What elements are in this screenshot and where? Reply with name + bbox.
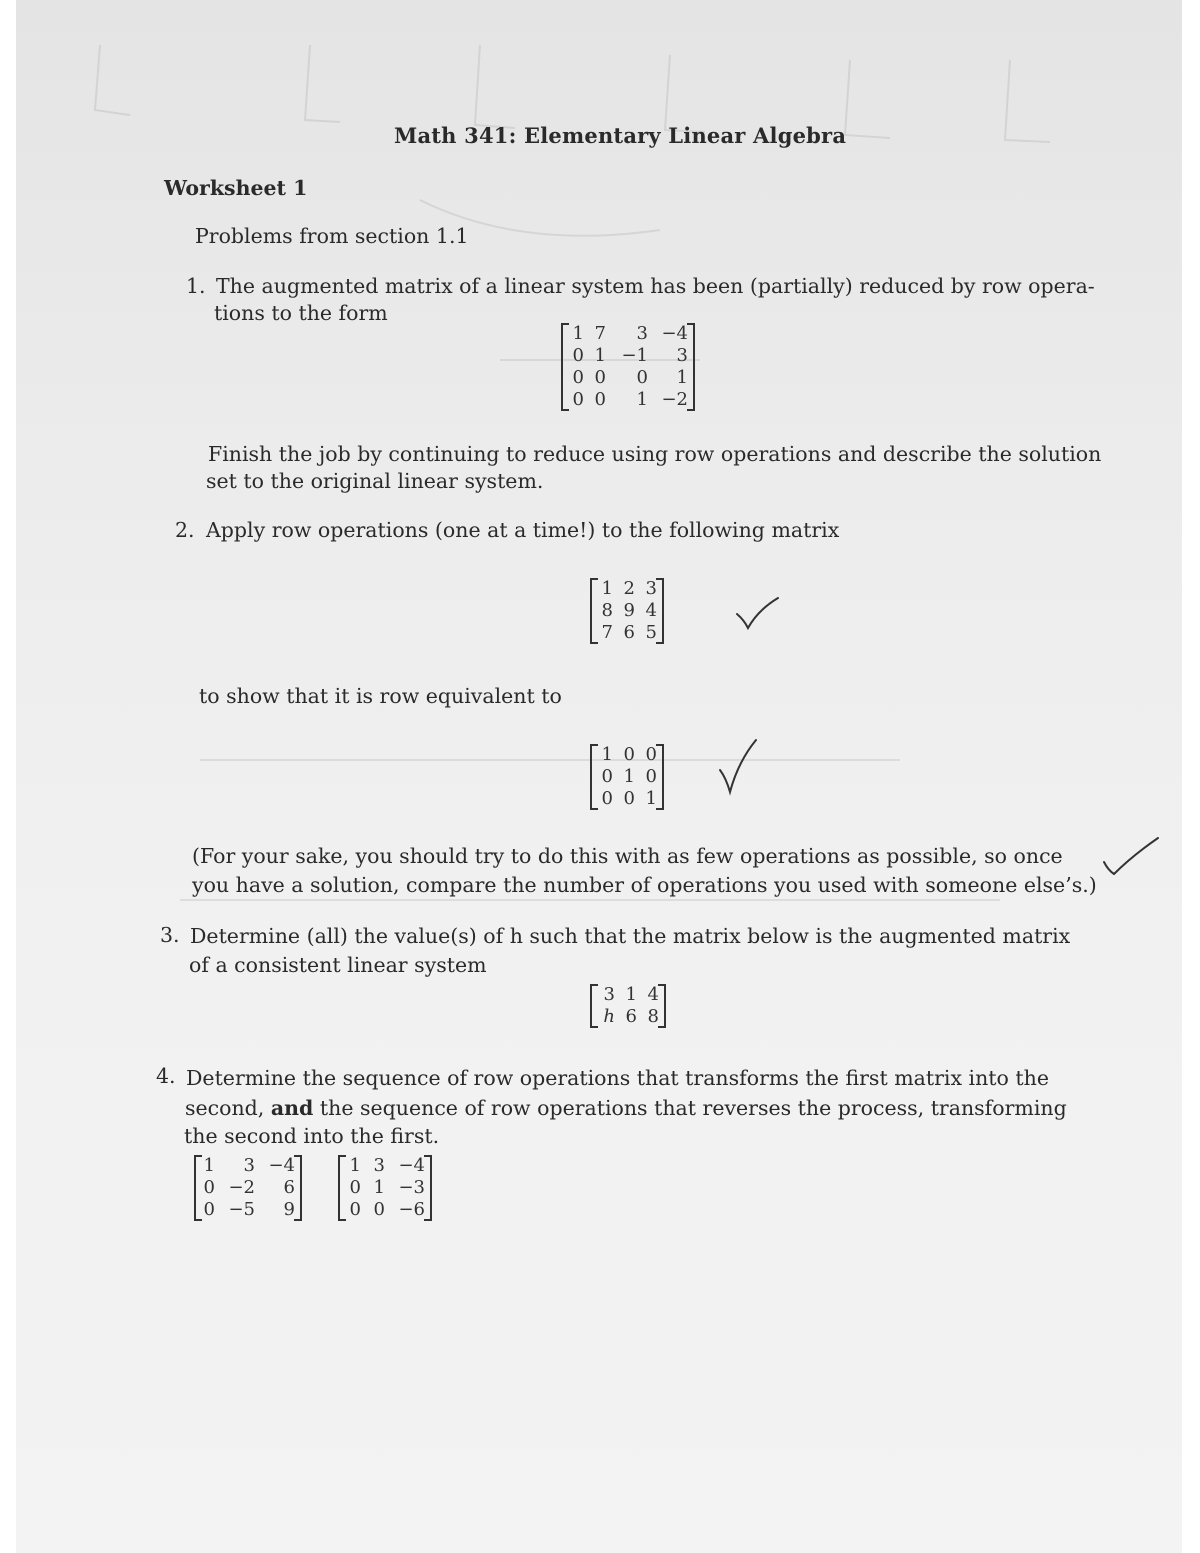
matrix-cell: 0 <box>645 766 657 787</box>
matrix-cell: −5 <box>228 1199 255 1220</box>
matrix-cell: −6 <box>398 1199 425 1220</box>
matrix-cell: 0 <box>572 389 584 410</box>
matrix-cell: 6 <box>283 1177 295 1198</box>
matrix-cell: 0 <box>645 744 657 765</box>
problem-2-note-line2: you have a solution, compare the number of operations you used with someone else’s.) <box>192 873 1097 897</box>
matrix-cell: 0 <box>203 1177 215 1198</box>
problem-2-middle-text: to show that it is row equivalent to <box>199 684 562 708</box>
matrix-cell: 1 <box>349 1155 361 1176</box>
matrix-cell: −3 <box>398 1177 425 1198</box>
matrix-cell: 0 <box>623 788 635 809</box>
matrix-cell: 7 <box>601 622 613 643</box>
matrix-cell: 3 <box>243 1155 255 1176</box>
matrix-cell: 0 <box>572 367 584 388</box>
matrix-cell: 0 <box>572 345 584 366</box>
problem-2-matrix <box>590 578 664 644</box>
matrix-cell: −2 <box>661 389 688 410</box>
problem-3-text-line1: Determine (all) the value(s) of h such that the matrix below is the augmented matrix <box>190 924 1071 948</box>
matrix-cell: 3 <box>636 323 648 344</box>
checkmark-icon <box>716 738 760 796</box>
problem-4-text-line3: the second into the first. <box>184 1124 440 1148</box>
problem-4-first-matrix <box>194 1155 302 1221</box>
matrix-cell: −4 <box>398 1155 425 1176</box>
matrix-cell: 2 <box>623 578 635 599</box>
matrix-cell: 1 <box>572 323 584 344</box>
problem-1-number: 1. <box>186 274 206 298</box>
problem-4-second-matrix <box>338 1155 432 1221</box>
matrix-cell: 0 <box>373 1199 385 1220</box>
problem-2-text-line1: Apply row operations (one at a time!) to the following matrix <box>206 518 840 542</box>
matrix-cell: 1 <box>636 389 648 410</box>
problem-4-text-rest: the sequence of row operations that reverses the process, transforming <box>319 1096 1067 1120</box>
matrix-cell: 0 <box>349 1177 361 1198</box>
matrix-cell: 3 <box>373 1155 385 1176</box>
problem-1-text-line2: tions to the form <box>214 301 388 325</box>
problem-1-matrix <box>561 323 695 411</box>
matrix-cell: −4 <box>268 1155 295 1176</box>
problem-3-text-line2: of a consistent linear system <box>189 953 487 977</box>
problem-3-number: 3. <box>160 923 180 947</box>
checkmark-icon <box>734 596 780 632</box>
matrix-cell: −1 <box>621 345 648 366</box>
matrix-cell: −4 <box>661 323 688 344</box>
matrix-cell: 1 <box>601 578 613 599</box>
problem-4-text-second: second, <box>185 1096 265 1120</box>
matrix-cell: 8 <box>647 1006 659 1027</box>
matrix-cell: 3 <box>676 345 688 366</box>
matrix-cell: 4 <box>645 600 657 621</box>
section-heading: Problems from section 1.1 <box>195 224 469 248</box>
matrix-cell: 7 <box>594 323 606 344</box>
matrix-cell: 1 <box>601 744 613 765</box>
matrix-cell: 6 <box>623 622 635 643</box>
matrix-cell: 1 <box>203 1155 215 1176</box>
matrix-cell: 0 <box>601 766 613 787</box>
matrix-cell: 1 <box>625 984 637 1005</box>
worksheet-heading: Worksheet 1 <box>164 176 308 200</box>
problem-1-text-line1: The augmented matrix of a linear system has been (partially) reduced by row opera- <box>216 274 1095 298</box>
problem-4-text-line1: Determine the sequence of row operations that transforms the first matrix into the <box>186 1066 1049 1090</box>
matrix-cell: 5 <box>645 622 657 643</box>
problem-1-after-line2: set to the original linear system. <box>206 469 544 493</box>
problem-2-identity-matrix <box>590 744 664 810</box>
matrix-cell: 3 <box>645 578 657 599</box>
matrix-cell: 0 <box>203 1199 215 1220</box>
matrix-cell: 9 <box>623 600 635 621</box>
problem-4-number: 4. <box>156 1064 176 1088</box>
matrix-cell: 1 <box>645 788 657 809</box>
matrix-cell: 6 <box>625 1006 637 1027</box>
matrix-cell: 1 <box>373 1177 385 1198</box>
problem-4-text-line2 <box>185 1094 1067 1122</box>
problem-3-matrix <box>590 984 666 1028</box>
matrix-cell: 1 <box>676 367 688 388</box>
matrix-cell: 1 <box>594 345 606 366</box>
matrix-cell: 4 <box>647 984 659 1005</box>
matrix-cell: h <box>603 1006 615 1027</box>
problem-1-after-line1: Finish the job by continuing to reduce using row operations and describe the solution <box>208 442 1102 466</box>
problem-2-number: 2. <box>175 518 195 542</box>
matrix-cell: 3 <box>603 984 615 1005</box>
matrix-cell: 0 <box>601 788 613 809</box>
matrix-cell: 8 <box>601 600 613 621</box>
matrix-cell: 1 <box>623 766 635 787</box>
checkmark-icon <box>1102 836 1162 878</box>
matrix-cell: 0 <box>636 367 648 388</box>
problem-4-text-and: and <box>270 1096 314 1120</box>
matrix-cell: −2 <box>228 1177 255 1198</box>
matrix-cell: 0 <box>623 744 635 765</box>
matrix-cell: 0 <box>349 1199 361 1220</box>
course-title: Math 341: Elementary Linear Algebra <box>394 123 847 148</box>
problem-2-note-line1: (For your sake, you should try to do this with as few operations as possible, so once <box>192 844 1063 868</box>
matrix-cell: 0 <box>594 389 606 410</box>
matrix-cell: 0 <box>594 367 606 388</box>
matrix-cell: 9 <box>283 1199 295 1220</box>
